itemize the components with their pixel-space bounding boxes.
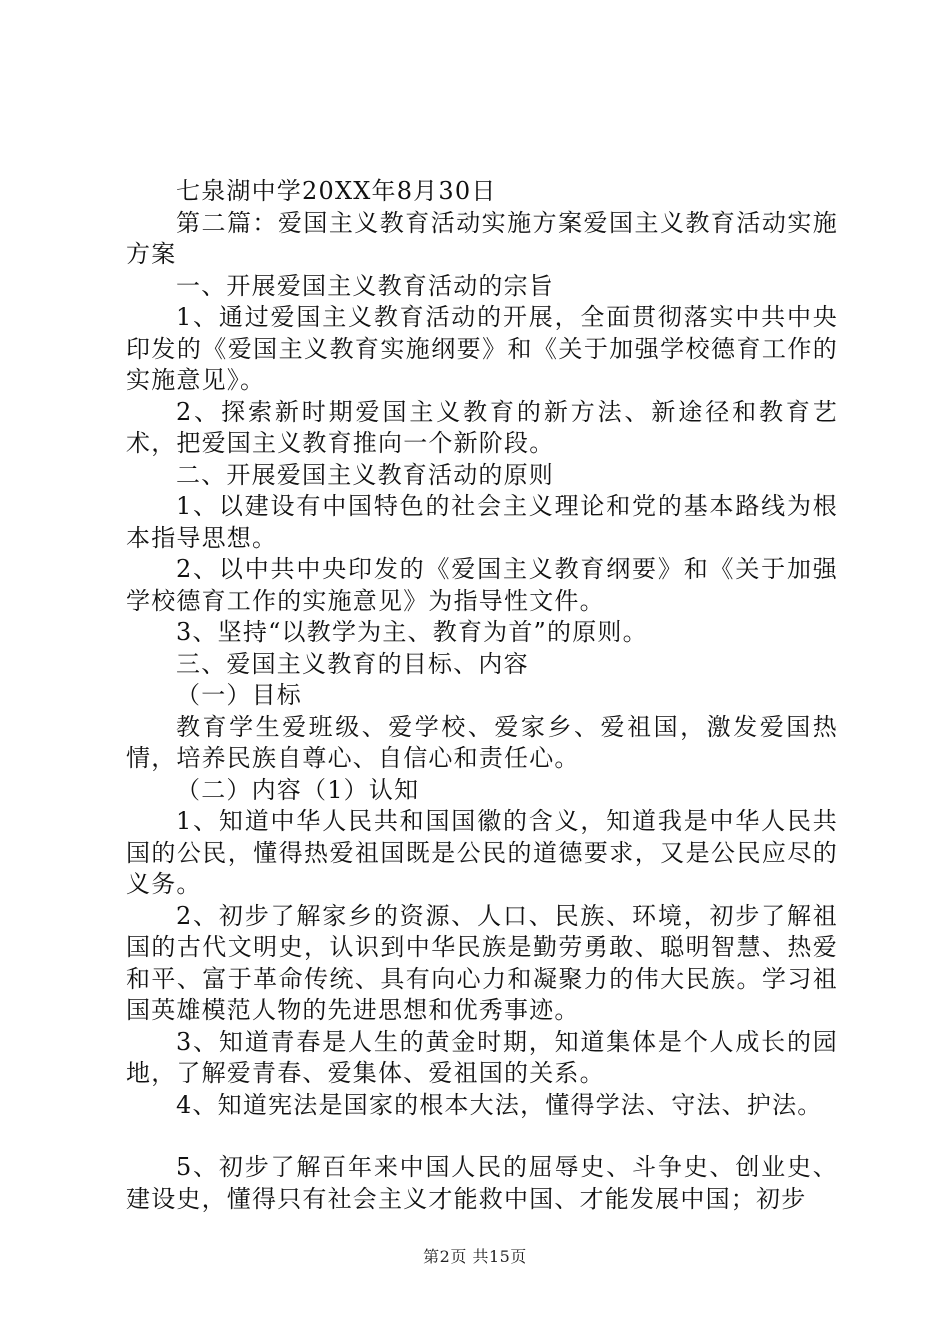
- paragraph: 2、探索新时期爱国主义教育的新方法、新途径和教育艺术，把爱国主义教育推向一个新阶段。: [126, 397, 838, 457]
- heading-principles: 二、开展爱国主义教育活动的原则: [176, 460, 554, 489]
- heading-goals-content: 三、爱国主义教育的目标、内容: [176, 649, 529, 678]
- document-body: [126, 176, 838, 1215]
- date-line: 七泉湖中学20XX年8月30日: [176, 177, 497, 205]
- subheading-content: （二）内容（1）认知: [176, 775, 420, 804]
- paragraph: 1、知道中华人民共和国国徽的含义，知道我是中华人民共国的公民，懂得热爱祖国既是公民的道德要求，又是公民应尽的义务。: [126, 807, 838, 898]
- paragraph: 3、知道青春是人生的黄金时期，知道集体是个人成长的园地，了解爱青春、爱集体、爱祖国的关系。: [126, 1027, 838, 1087]
- paragraph: 2、初步了解家乡的资源、人口、民族、环境，初步了解祖国的古代文明史，认识到中华民族是勤劳勇敢、聪明智慧、热爱和平、富于革命传统、具有向心力和凝聚力的伟大民族。学习祖国英雄模范人物的先进思想和优秀事迹。: [126, 901, 838, 1024]
- paragraph: 5、初步了解百年来中国人民的屈辱史、斗争史、创业史、建设史，懂得只有社会主义才能救中国、才能发展中国；初步: [126, 1153, 838, 1213]
- paragraph: 1、通过爱国主义教育活动的开展，全面贯彻落实中共中央印发的《爱国主义教育实施纲要》和《关于加强学校德育工作的实施意见》。: [126, 303, 838, 394]
- paragraph: 1、以建设有中国特色的社会主义理论和党的基本路线为根本指导思想。: [126, 492, 838, 552]
- page-number-footer: 第2页 共15页: [423, 1247, 527, 1266]
- paragraph: 2、以中共中央印发的《爱国主义教育纲要》和《关于加强学校德育工作的实施意见》为指导性文件。: [126, 555, 838, 615]
- heading-purpose: 一、开展爱国主义教育活动的宗旨: [176, 271, 554, 300]
- paragraph: 教育学生爱班级、爱学校、爱家乡、爱祖国，激发爱国热情，培养民族自尊心、自信心和责任心。: [126, 712, 838, 772]
- paragraph: 3、坚持“以教学为主、教育为首”的原则。: [176, 618, 648, 646]
- subheading-goals: （一）目标: [176, 681, 302, 709]
- section-title: 第二篇：爱国主义教育活动实施方案爱国主义教育活动实施方案: [126, 208, 838, 268]
- paragraph: 4、知道宪法是国家的根本大法，懂得学法、守法、护法。: [176, 1090, 823, 1119]
